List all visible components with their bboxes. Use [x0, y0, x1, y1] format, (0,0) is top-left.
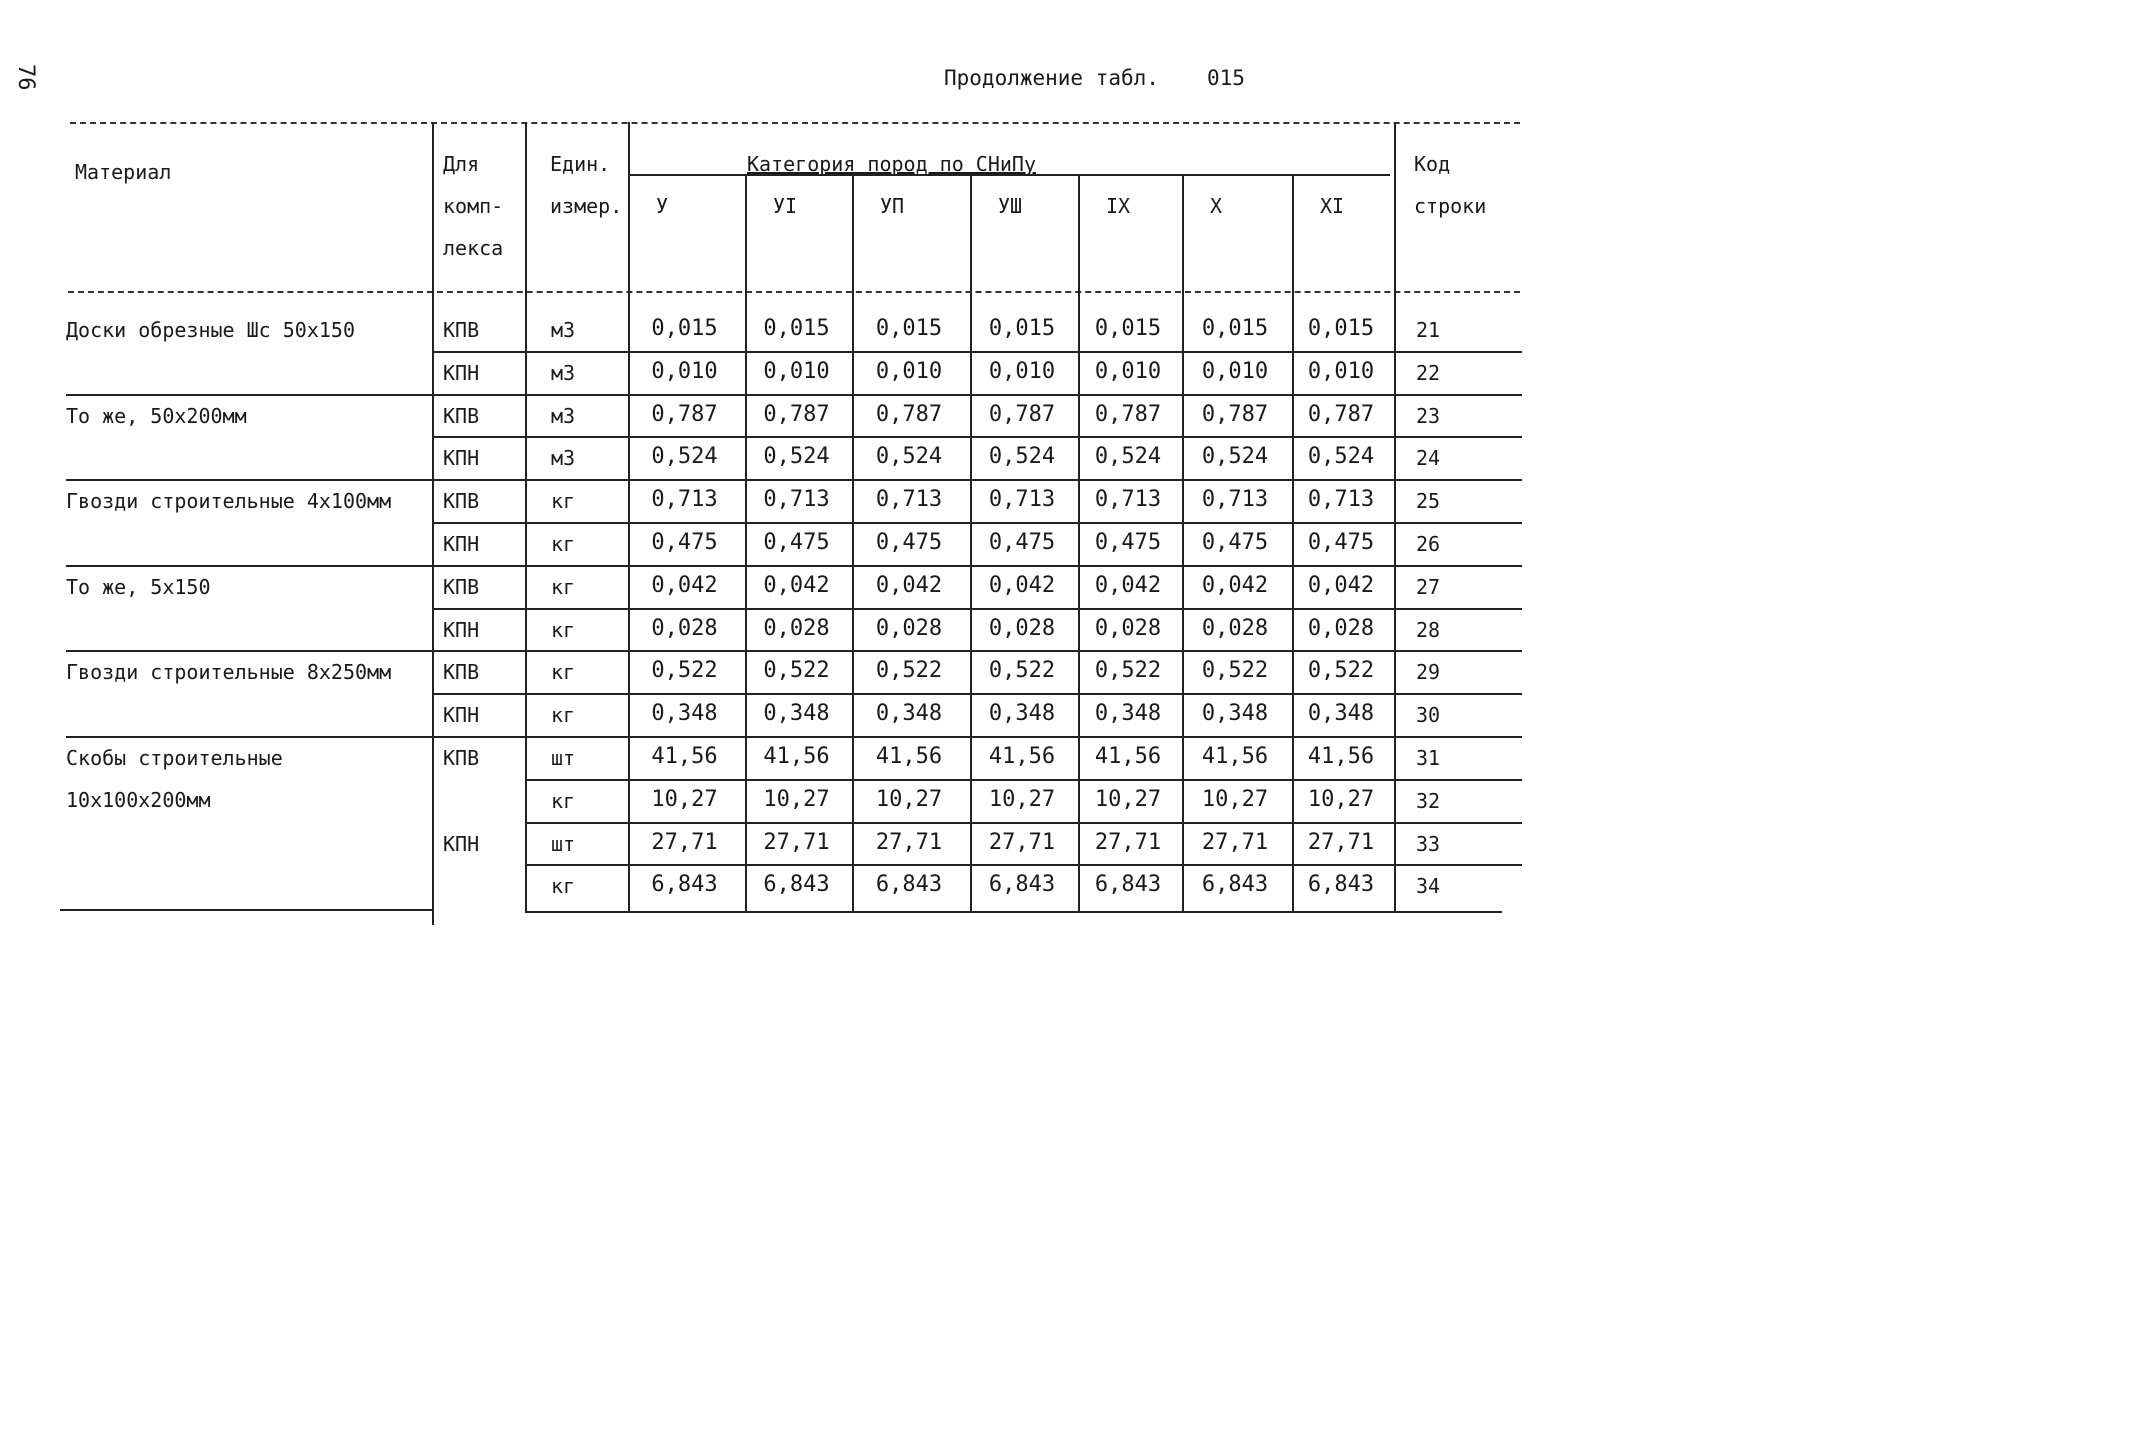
value-cell: 27,71	[763, 829, 830, 855]
code-cell: 31	[1416, 746, 1441, 770]
material-rule	[66, 650, 432, 652]
value-cell: 0,348	[875, 701, 943, 727]
material-name: Гвозди строительные 8х250мм	[66, 660, 392, 685]
material-name: Скобы строительные	[66, 746, 283, 770]
value-cell: 0,475	[1094, 530, 1162, 555]
category-header-6: X	[1210, 194, 1223, 218]
value-cell: 27,71	[1201, 829, 1269, 855]
value-cell: 0,787	[651, 401, 718, 427]
material-rule	[66, 565, 432, 567]
row-rule	[432, 608, 1522, 610]
row-rule	[432, 436, 1522, 438]
value-cell: 0,522	[1094, 658, 1162, 684]
value-cell: 0,713	[763, 487, 830, 513]
value-cell: 41,56	[763, 744, 830, 769]
value-cell: 10,27	[763, 786, 830, 812]
material-header: Материал	[75, 160, 172, 184]
value-cell: 0,524	[988, 444, 1056, 470]
value-cell: 6,843	[988, 872, 1056, 898]
table-title-label: Продолжение табл.	[944, 66, 1159, 90]
value-cell: 0,010	[1307, 358, 1375, 384]
value-cell: 0,522	[763, 658, 830, 684]
value-cell: 0,787	[763, 401, 830, 427]
value-cell: 0,348	[988, 701, 1056, 727]
row-rule	[432, 394, 1522, 396]
complex-header: лекса	[443, 236, 504, 260]
material-name: Гвозди строительные 4х100мм	[66, 489, 392, 514]
value-cell: 0,348	[1307, 701, 1375, 727]
value-cell: 0,787	[875, 401, 943, 427]
value-cell: 27,71	[875, 829, 943, 855]
value-cell: 0,015	[1201, 316, 1269, 341]
row-rule	[525, 822, 1522, 824]
col-divider	[1394, 122, 1396, 912]
value-cell: 0,522	[651, 658, 718, 684]
material-rule	[66, 479, 432, 481]
value-cell: 0,028	[651, 615, 718, 641]
value-cell: 0,787	[1201, 401, 1269, 427]
code-cell: 25	[1416, 489, 1441, 514]
value-cell: 10,27	[1094, 786, 1162, 812]
row-rule	[525, 779, 1522, 781]
value-cell: 0,713	[988, 487, 1056, 513]
value-cell: 0,522	[988, 658, 1056, 684]
value-cell: 0,015	[651, 316, 718, 341]
unit-cell: м3	[551, 403, 576, 428]
row-rule	[432, 351, 1522, 353]
unit-cell: шт	[551, 746, 576, 770]
value-cell: 0,028	[1201, 615, 1269, 641]
value-cell: 0,522	[875, 658, 943, 684]
code-cell: 30	[1416, 703, 1441, 728]
value-cell: 0,524	[763, 444, 830, 470]
value-cell: 0,042	[1201, 572, 1269, 598]
category-header-7: XI	[1320, 194, 1345, 218]
value-cell: 10,27	[1201, 786, 1269, 812]
value-cell: 0,475	[875, 530, 943, 555]
material-name: Доски обрезные Шс 50х150	[66, 318, 355, 342]
row-rule	[432, 736, 1522, 738]
value-cell: 6,843	[1201, 872, 1269, 898]
value-cell: 0,713	[1094, 487, 1162, 513]
unit-cell: м3	[551, 360, 576, 385]
row-rule	[432, 565, 1522, 567]
row-rule	[432, 522, 1522, 524]
value-cell: 0,042	[875, 572, 943, 598]
value-cell: 6,843	[875, 872, 943, 898]
value-cell: 41,56	[1201, 744, 1269, 769]
value-cell: 0,713	[1201, 487, 1269, 513]
category-group-header: Категория пород по СНиПу	[747, 152, 1036, 176]
complex-cell: КПН	[443, 446, 480, 471]
code-cell: 29	[1416, 660, 1441, 685]
value-cell: 0,522	[1201, 658, 1269, 684]
category-header-2: УI	[773, 194, 798, 218]
code-cell: 34	[1416, 874, 1441, 899]
complex-cell: КПВ	[443, 574, 480, 599]
value-cell: 41,56	[988, 744, 1056, 769]
category-header-5: IX	[1106, 194, 1131, 218]
table-top-rule	[70, 122, 1520, 124]
value-cell: 0,475	[1307, 530, 1375, 555]
row-rule	[432, 693, 1522, 695]
value-cell: 10,27	[875, 786, 943, 812]
value-cell: 0,010	[1094, 358, 1162, 384]
value-cell: 0,042	[988, 572, 1056, 598]
material-name: То же, 50х200мм	[66, 403, 247, 428]
value-cell: 0,028	[763, 615, 830, 641]
value-cell: 0,475	[988, 530, 1056, 555]
unit-cell: кг	[551, 660, 576, 685]
value-cell: 0,042	[763, 572, 830, 598]
value-cell: 0,015	[875, 316, 943, 341]
value-cell: 0,010	[651, 358, 718, 384]
value-cell: 27,71	[1094, 829, 1162, 855]
value-cell: 27,71	[651, 829, 718, 855]
value-cell: 0,015	[1094, 316, 1162, 341]
unit-cell: м3	[551, 318, 576, 342]
value-cell: 0,348	[1094, 701, 1162, 727]
value-cell: 0,475	[1201, 530, 1269, 555]
row-rule	[432, 479, 1522, 481]
value-cell: 6,843	[1307, 872, 1375, 898]
complex-cell: КПВ	[443, 746, 480, 770]
value-cell: 0,015	[1307, 316, 1375, 341]
value-cell: 0,348	[651, 701, 718, 727]
code-cell: 33	[1416, 831, 1441, 856]
code-cell: 32	[1416, 788, 1441, 813]
value-cell: 6,843	[651, 872, 718, 898]
complex-cell: КПВ	[443, 403, 480, 428]
value-cell: 10,27	[1307, 786, 1375, 812]
complex-cell: КПН	[443, 617, 480, 642]
value-cell: 0,010	[988, 358, 1056, 384]
complex-cell: КПН	[443, 831, 480, 856]
value-cell: 0,524	[1094, 444, 1162, 470]
value-cell: 0,042	[1094, 572, 1162, 598]
value-cell: 0,010	[763, 358, 830, 384]
unit-cell: м3	[551, 446, 576, 471]
value-cell: 0,713	[1307, 487, 1375, 513]
unit-cell: кг	[551, 788, 576, 813]
value-cell: 0,042	[651, 572, 718, 598]
unit-cell: шт	[551, 831, 576, 856]
table-bottom-rule	[525, 911, 1502, 913]
value-cell: 41,56	[1094, 744, 1162, 769]
value-cell: 0,010	[1201, 358, 1269, 384]
value-cell: 27,71	[988, 829, 1056, 855]
unit-cell: кг	[551, 574, 576, 599]
value-cell: 0,042	[1307, 572, 1375, 598]
code-header: строки	[1414, 194, 1487, 218]
value-cell: 0,028	[1307, 615, 1375, 641]
value-cell: 0,787	[1307, 401, 1375, 427]
value-cell: 0,028	[988, 615, 1056, 641]
unit-cell: кг	[551, 703, 576, 728]
unit-header: Един.	[550, 152, 611, 176]
code-cell: 24	[1416, 446, 1441, 471]
value-cell: 0,015	[988, 316, 1056, 341]
complex-cell: КПВ	[443, 489, 480, 514]
category-header-3: УП	[880, 194, 905, 218]
complex-cell: КПН	[443, 360, 480, 385]
value-cell: 41,56	[875, 744, 943, 769]
value-cell: 0,522	[1307, 658, 1375, 684]
value-cell: 0,713	[875, 487, 943, 513]
value-cell: 10,27	[651, 786, 718, 812]
code-cell: 27	[1416, 574, 1441, 599]
value-cell: 27,71	[1307, 829, 1375, 855]
material-rule	[66, 394, 432, 396]
value-cell: 0,475	[651, 530, 718, 555]
value-cell: 0,010	[875, 358, 943, 384]
material-name: То же, 5х150	[66, 574, 211, 599]
unit-cell: кг	[551, 489, 576, 514]
value-cell: 0,475	[763, 530, 830, 555]
value-cell: 0,524	[1201, 444, 1269, 470]
table-bottom-rule	[60, 909, 432, 911]
code-cell: 26	[1416, 532, 1441, 556]
code-header: Код	[1414, 152, 1451, 176]
table-title-number: 015	[1207, 66, 1245, 90]
complex-cell: КПВ	[443, 318, 480, 342]
value-cell: 0,524	[875, 444, 943, 470]
value-cell: 0,015	[763, 316, 830, 341]
value-cell: 10,27	[988, 786, 1056, 812]
unit-cell: кг	[551, 874, 576, 899]
complex-cell: КПВ	[443, 660, 480, 685]
code-cell: 21	[1416, 318, 1441, 342]
value-cell: 0,348	[763, 701, 830, 727]
complex-cell: КПН	[443, 532, 480, 556]
material-name: 10х100х200мм	[66, 788, 211, 812]
page-number: 76	[13, 64, 38, 91]
code-cell: 22	[1416, 360, 1441, 385]
value-cell: 41,56	[651, 744, 718, 769]
value-cell: 0,028	[1094, 615, 1162, 641]
complex-header: комп-	[443, 194, 504, 218]
row-rule	[432, 650, 1522, 652]
value-cell: 0,348	[1201, 701, 1269, 727]
value-cell: 0,787	[1094, 401, 1162, 427]
code-cell: 28	[1416, 617, 1441, 642]
value-cell: 0,524	[651, 444, 718, 470]
unit-header: измер.	[550, 194, 623, 218]
value-cell: 6,843	[763, 872, 830, 898]
value-cell: 0,524	[1307, 444, 1375, 470]
material-rule	[66, 736, 432, 738]
value-cell: 6,843	[1094, 872, 1162, 898]
code-cell: 23	[1416, 403, 1441, 428]
value-cell: 0,028	[875, 615, 943, 641]
unit-cell: кг	[551, 532, 576, 556]
value-cell: 41,56	[1307, 744, 1375, 769]
col-divider	[525, 122, 527, 913]
header-bottom-rule	[68, 291, 1520, 293]
complex-cell: КПН	[443, 703, 480, 728]
complex-header: Для	[443, 152, 480, 176]
category-header-4: УШ	[998, 194, 1023, 218]
category-header-1: У	[656, 194, 669, 218]
value-cell: 0,713	[651, 487, 718, 513]
row-rule	[525, 864, 1522, 866]
unit-cell: кг	[551, 617, 576, 642]
value-cell: 0,787	[988, 401, 1056, 427]
